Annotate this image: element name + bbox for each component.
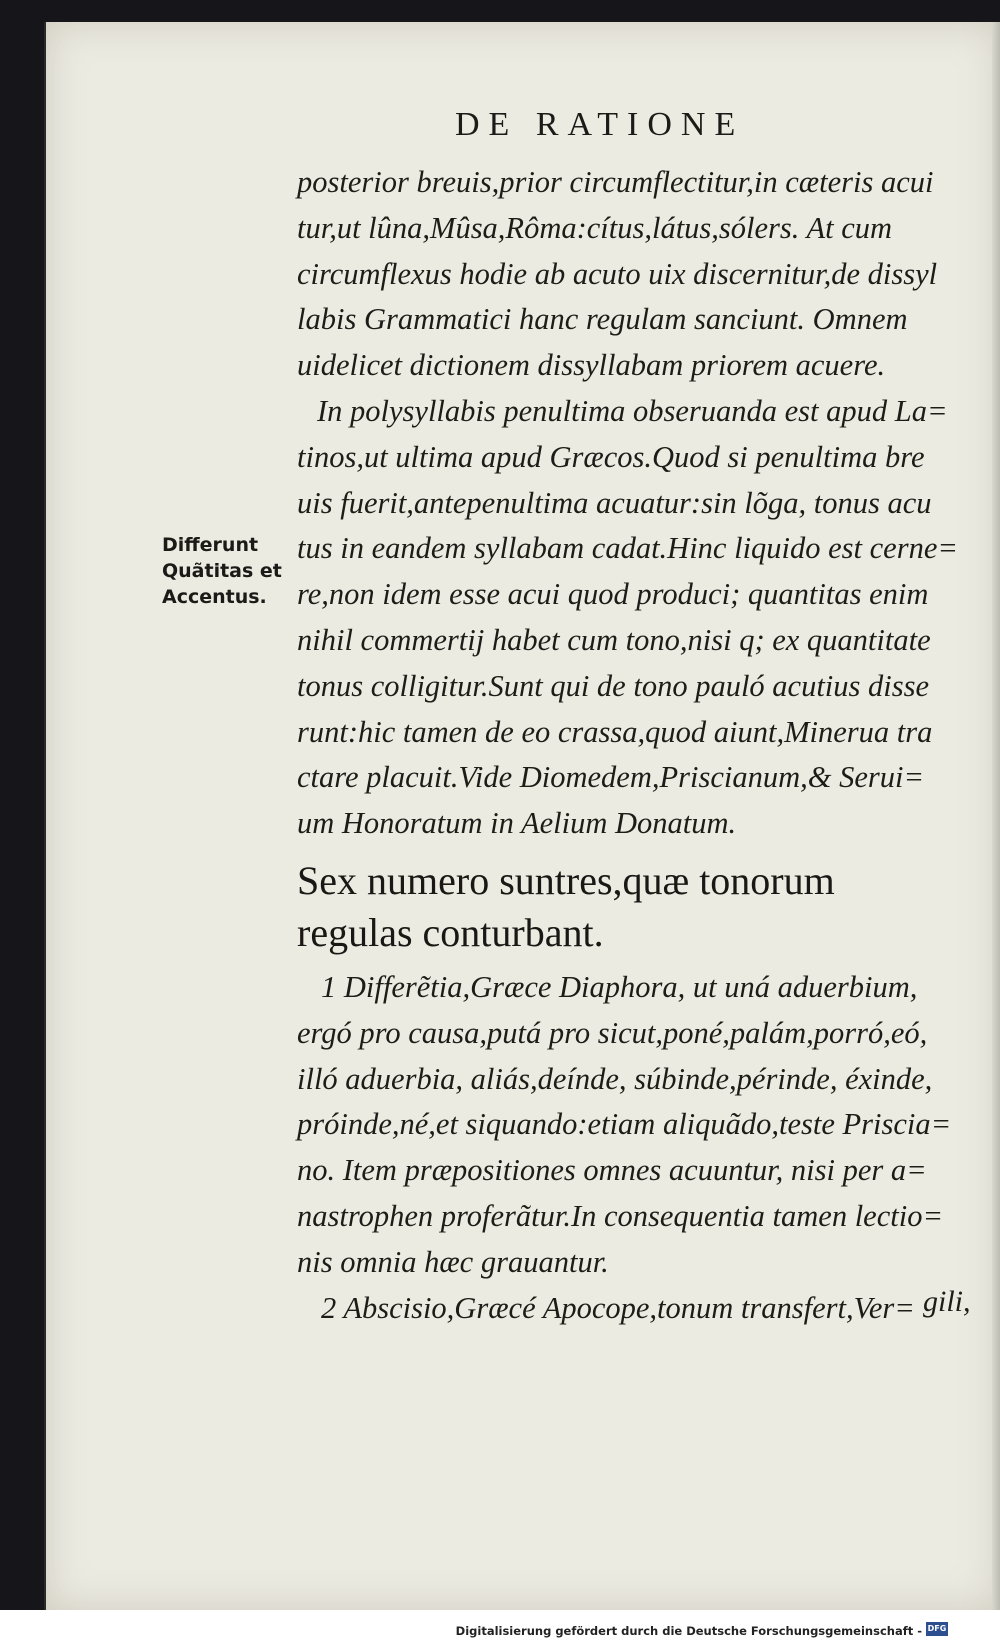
paragraph-3: [297, 965, 959, 1286]
text-line: uis fuerit,antepenultima acuatur:sin lõga, tonus acu: [297, 485, 932, 520]
catchword: gili,: [923, 1285, 971, 1318]
text-line: 2 Abscisio,Græcé Apocope,tonum transfert,Ver=: [321, 1290, 915, 1325]
body-text: [297, 160, 959, 1331]
marginal-note-line: Accentus.: [162, 586, 267, 608]
text-line: 1 Differẽtia,Græce Diaphora, ut uná aduerbium,: [321, 969, 918, 1004]
text-line: illó aduerbia, aliás,deínde, súbinde,périnde, éxinde,: [297, 1061, 933, 1096]
text-line: tinos,ut ultima apud Græcos.Quod si penultima bre: [297, 439, 925, 474]
text-line: nastrophen proferãtur.In consequentia tamen lectio=: [297, 1198, 944, 1233]
text-line: ctare placuit.Vide Diomedem,Priscianum,& Serui=: [297, 760, 925, 795]
running-head: DE RATIONE: [455, 106, 745, 143]
text-line: no. Item præpositiones omnes acuuntur, nisi per a=: [297, 1153, 927, 1188]
dfg-logo: DFG: [926, 1622, 948, 1636]
paragraph-4: [297, 1286, 959, 1332]
page-clip: [993, 22, 1000, 58]
text-line: runt:hic tamen de eo crassa,quod aiunt,Minerua tra: [297, 714, 933, 749]
text-line: labis Grammatici hanc regulam sanciunt. Omnem: [297, 302, 908, 337]
text-line: tus in eandem syllabam cadat.Hinc liquido est cerne=: [297, 531, 958, 566]
text-line: re,non idem esse acui quod produci; quantitas enim: [297, 577, 929, 612]
text-line: circumflexus hodie ab acuto uix discernitur,de dissyl: [297, 256, 938, 291]
text-line: ergó pro causa,putá pro sicut,poné,palám,porró,eó,: [297, 1015, 928, 1050]
heading-line: Sex numero suntres,quæ tonorum: [297, 857, 835, 903]
paragraph-1: [297, 160, 959, 389]
text-line: tur,ut lûna,Mûsa,Rôma:cítus,látus,sólers. At cum: [297, 210, 893, 245]
paragraph-2: [297, 389, 959, 847]
text-line: nihil commertij habet cum tono,nisi q; ex quantitate: [297, 622, 931, 657]
heading-line: regulas conturbant.: [297, 909, 604, 955]
section-heading: [297, 855, 959, 959]
footer-credit: Digitalisierung gefördert durch die Deutsche Forschungsgemeinschaft -: [455, 1624, 922, 1638]
text-line: nis omnia hæc grauantur.: [297, 1244, 609, 1279]
marginal-note-line: Quãtitas et: [162, 560, 282, 582]
marginal-note-line: Differunt: [162, 534, 259, 556]
text-line: tonus colligitur.Sunt qui de tono pauló acutius disse: [297, 668, 930, 703]
text-line: próinde,né,et siquando:etiam aliquãdo,teste Priscia=: [297, 1107, 952, 1142]
text-line: posterior breuis,prior circumflectitur,in cæteris acui: [297, 165, 934, 199]
marginal-note: [162, 532, 282, 610]
text-line: In polysyllabis penultima obseruanda est apud La=: [317, 393, 948, 428]
text-line: uidelicet dictionem dissyllabam priorem acuere.: [297, 348, 886, 383]
text-line: um Honoratum in Aelium Donatum.: [297, 806, 737, 841]
